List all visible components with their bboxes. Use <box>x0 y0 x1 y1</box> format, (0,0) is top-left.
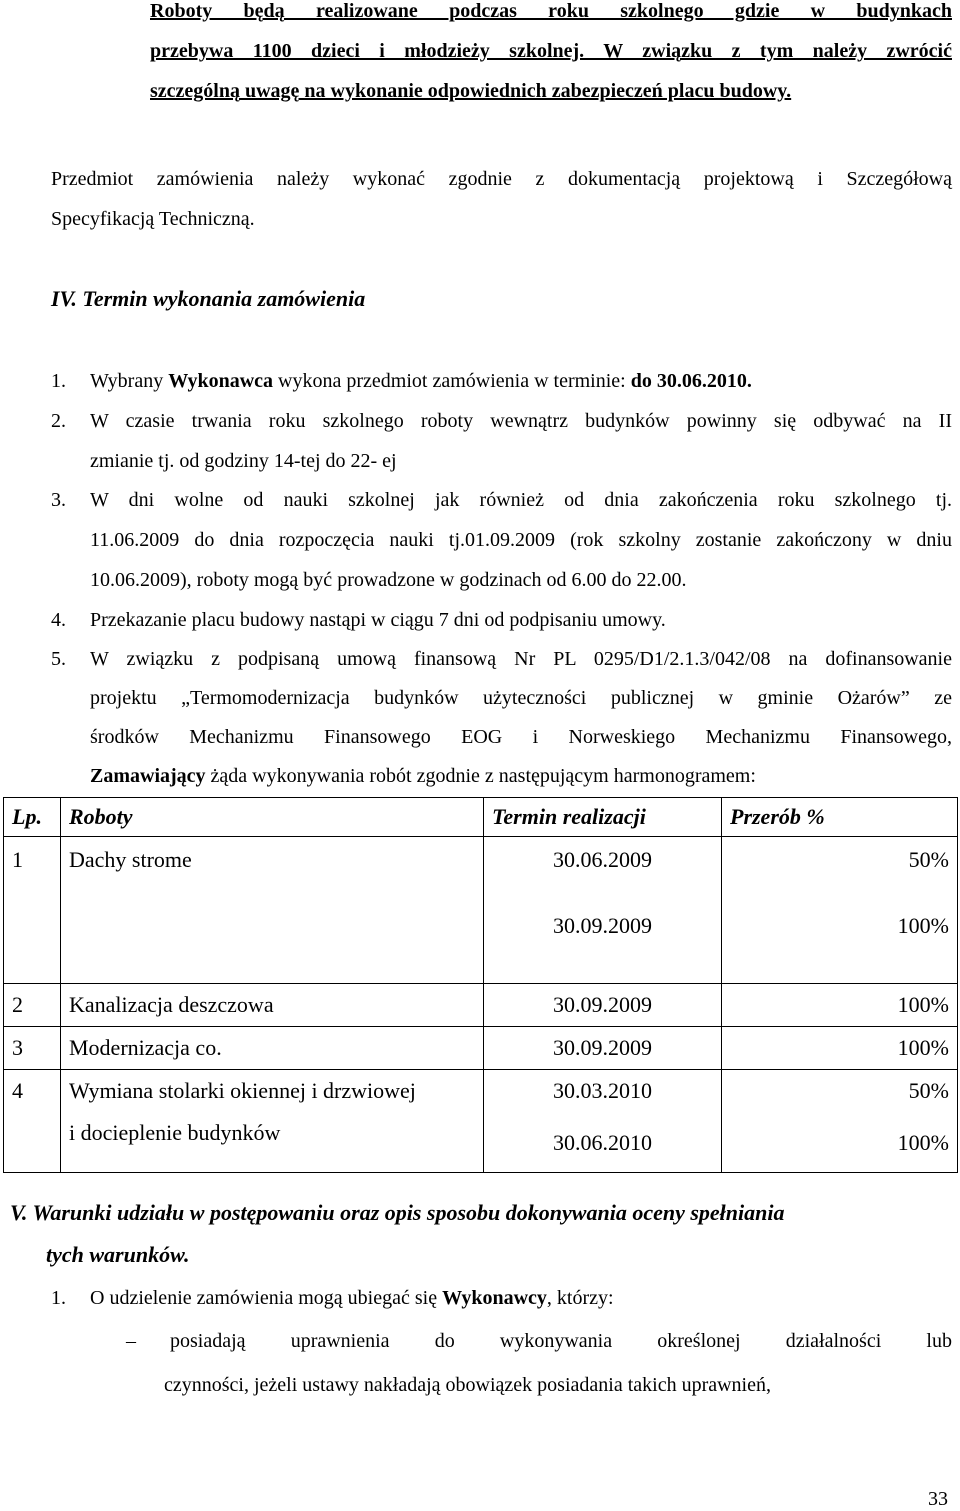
intro-line-1: Roboty będą realizowane podczas roku szkolnego gdzie w budynkach <box>150 0 952 22</box>
row-4-roboty <box>61 1070 484 1173</box>
table-row <box>4 837 958 984</box>
table-row <box>4 1027 958 1070</box>
row-4-lp: 4 <box>4 1070 61 1173</box>
item-1-text: Wybrany Wykonawca wykona przedmiot zamówienia w terminie: do 30.06.2010. <box>90 370 752 392</box>
item-4-number: 4. <box>51 609 66 631</box>
item-3-line-2: 11.06.2009 do dnia rozpoczęcia nauki tj.01.09.2009 (rok szkolny zostanie zakończony w dniu <box>90 529 952 551</box>
intro-line-3: szczególną uwagę na wykonanie odpowiednich zabezpieczeń placu budowy. <box>150 80 792 102</box>
bullet-line-2: czynności, jeżeli ustawy nakładają obowiązek posiadania takich uprawnień, <box>164 1374 771 1396</box>
section-v-title-line-1: V. Warunki udziału w postępowaniu oraz opis sposobu dokonywania oceny spełniania <box>10 1200 785 1225</box>
header-termin: Termin realizacji <box>484 798 722 837</box>
row-1-roboty: Dachy strome <box>61 837 484 984</box>
item-3-line-1: W dni wolne od nauki szkolnej jak również od dnia zakończenia roku szkolnego tj. <box>90 489 952 511</box>
row-1-progress-2: 100% <box>897 913 949 938</box>
row-1-przerob <box>722 837 958 984</box>
row-3-roboty: Modernizacja co. <box>61 1027 484 1070</box>
item-2-line-2: zmianie tj. od godziny 14-tej do 22- ej <box>90 450 397 472</box>
item-5-line-1: W związku z podpisaną umową finansową Nr PL 0295/D1/2.1.3/042/08 na dofinansowanie <box>90 648 952 670</box>
header-lp: Lp. <box>4 798 61 837</box>
row-1-lp: 1 <box>4 837 61 984</box>
section-v-title-line-2: tych warunków. <box>46 1242 190 1267</box>
header-przerob: Przerób % <box>722 798 958 837</box>
przedmiot-line-1: Przedmiot zamówienia należy wykonać zgodnie z dokumentacją projektową i Szczegółową <box>51 168 952 190</box>
item-5-number: 5. <box>51 648 66 670</box>
item-1-number: 1. <box>51 370 66 392</box>
row-1-termin <box>484 837 722 984</box>
section-v-item-1-number: 1. <box>51 1287 66 1309</box>
table-row <box>4 984 958 1027</box>
bullet-dash: – <box>126 1330 136 1352</box>
schedule-table <box>3 797 958 1173</box>
row-4-progress-2: 100% <box>897 1130 949 1155</box>
item-5-line-4: Zamawiający żąda wykonywania robót zgodnie z następującym harmonogramem: <box>90 765 756 787</box>
row-4-roboty-line-1: Wymiana stolarki okiennej i drzwiowej <box>69 1078 416 1103</box>
item-2-line-1: W czasie trwania roku szkolnego roboty wewnątrz budynków powinny się odbywać na II <box>90 410 952 432</box>
row-3-przerob: 100% <box>722 1027 958 1070</box>
row-1-progress-1: 50% <box>908 847 949 872</box>
table-header-row <box>4 798 958 837</box>
row-4-przerob <box>722 1070 958 1173</box>
row-2-termin: 30.09.2009 <box>484 984 722 1027</box>
bullet-line-1: posiadają uprawnienia do wykonywania określonej działalności lub <box>170 1330 952 1352</box>
item-4-line-1: Przekazanie placu budowy nastąpi w ciągu 7 dni od podpisaniu umowy. <box>90 609 666 631</box>
row-2-przerob: 100% <box>722 984 958 1027</box>
section-v-item-1-text: O udzielenie zamówienia mogą ubiegać się Wykonawcy, którzy: <box>90 1287 614 1309</box>
row-4-termin <box>484 1070 722 1173</box>
table-row <box>4 1070 958 1173</box>
item-5-line-2: projektu „Termomodernizacja budynków użyteczności publicznej w gminie Ożarów” ze <box>90 687 952 709</box>
row-3-lp: 3 <box>4 1027 61 1070</box>
item-3-line-3: 10.06.2009), roboty mogą być prowadzone w godzinach od 6.00 do 22.00. <box>90 569 687 591</box>
item-2-number: 2. <box>51 410 66 432</box>
row-4-progress-1: 50% <box>908 1078 949 1103</box>
row-1-term-1: 30.06.2009 <box>553 847 652 872</box>
item-5-line-3: środków Mechanizmu Finansowego EOG i Norweskiego Mechanizmu Finansowego, <box>90 726 952 748</box>
przedmiot-line-2: Specyfikacją Techniczną. <box>51 208 255 230</box>
intro-line-2: przebywa 1100 dzieci i młodzieży szkolnej. W związku z tym należy zwrócić <box>150 40 952 62</box>
row-4-term-1: 30.03.2010 <box>553 1078 652 1103</box>
row-3-termin: 30.09.2009 <box>484 1027 722 1070</box>
page-number: 33 <box>928 1488 948 1510</box>
item-3-number: 3. <box>51 489 66 511</box>
row-2-roboty: Kanalizacja deszczowa <box>61 984 484 1027</box>
row-1-term-2: 30.09.2009 <box>553 913 652 938</box>
row-4-term-2: 30.06.2010 <box>553 1130 652 1155</box>
row-4-roboty-line-2: i docieplenie budynków <box>69 1120 281 1145</box>
header-roboty: Roboty <box>61 798 484 837</box>
section-iv-title: IV. Termin wykonania zamówienia <box>51 286 366 311</box>
row-2-lp: 2 <box>4 984 61 1027</box>
